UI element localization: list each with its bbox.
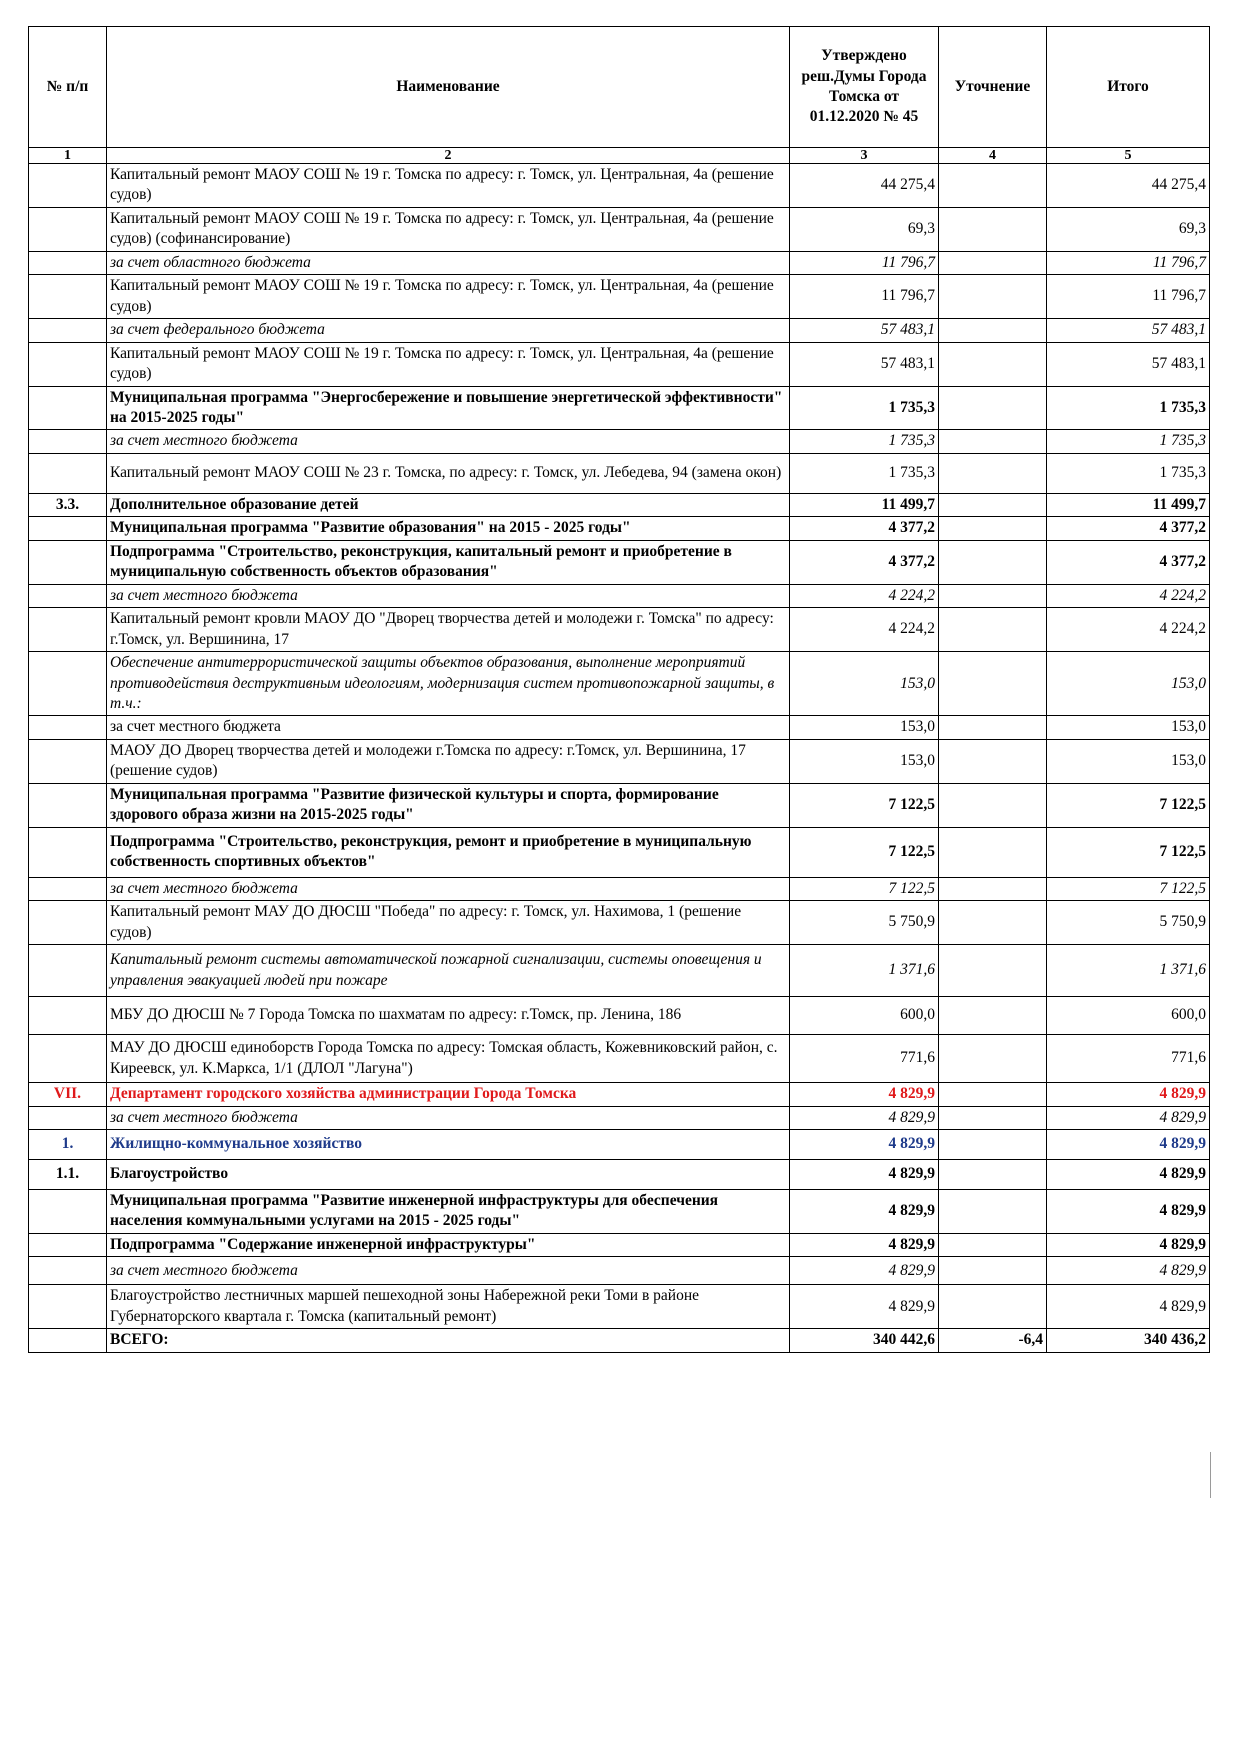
row-approved: 11 796,7 <box>790 251 939 274</box>
row-approved: 4 829,9 <box>790 1129 939 1159</box>
row-name: МБУ ДО ДЮСШ № 7 Города Томска по шахматам по адресу: г.Томск, пр. Ленина, 186 <box>107 997 790 1035</box>
row-name: за счет местного бюджета <box>107 430 790 453</box>
row-total: 153,0 <box>1047 716 1210 739</box>
table-row <box>29 1106 1210 1129</box>
row-approved: 57 483,1 <box>790 319 939 342</box>
row-adjustment <box>939 275 1047 319</box>
header-name: Наименование <box>107 27 790 148</box>
row-number: 3.3. <box>29 493 107 516</box>
row-adjustment <box>939 342 1047 386</box>
row-adjustment <box>939 945 1047 997</box>
table-body <box>29 164 1210 1353</box>
row-total: 153,0 <box>1047 652 1210 716</box>
row-total: 1 371,6 <box>1047 945 1210 997</box>
row-approved: 57 483,1 <box>790 342 939 386</box>
row-name: за счет местного бюджета <box>107 584 790 607</box>
table-row <box>29 584 1210 607</box>
row-adjustment: -6,4 <box>939 1329 1047 1352</box>
row-number <box>29 877 107 900</box>
table-row <box>29 517 1210 540</box>
row-approved: 4 829,9 <box>790 1159 939 1189</box>
row-approved: 4 224,2 <box>790 608 939 652</box>
row-name: Капитальный ремонт МАОУ СОШ № 19 г. Томска по адресу: г. Томск, ул. Центральная, 4а (решение судов) (софинансирование) <box>107 207 790 251</box>
row-total: 4 829,9 <box>1047 1233 1210 1256</box>
row-approved: 11 796,7 <box>790 275 939 319</box>
row-approved: 7 122,5 <box>790 783 939 827</box>
table-row <box>29 945 1210 997</box>
row-total: 4 829,9 <box>1047 1106 1210 1129</box>
row-name: Подпрограмма "Строительство, реконструкция, капитальный ремонт и приобретение в муниципальную собственность объектов образования" <box>107 540 790 584</box>
table-row <box>29 608 1210 652</box>
row-name: Дополнительное образование детей <box>107 493 790 516</box>
row-number <box>29 164 107 208</box>
row-name: Капитальный ремонт МАОУ СОШ № 19 г. Томска по адресу: г. Томск, ул. Центральная, 4а (решение судов) <box>107 342 790 386</box>
row-approved: 69,3 <box>790 207 939 251</box>
row-number <box>29 1257 107 1285</box>
row-approved: 1 735,3 <box>790 453 939 493</box>
table-row <box>29 1083 1210 1106</box>
row-name: Капитальный ремонт МАУ ДО ДЮСШ "Победа" по адресу: г. Томск, ул. Нахимова, 1 (решение судов) <box>107 901 790 945</box>
row-approved: 4 829,9 <box>790 1233 939 1256</box>
row-approved: 4 224,2 <box>790 584 939 607</box>
row-number <box>29 1106 107 1129</box>
row-adjustment <box>939 1189 1047 1233</box>
row-number <box>29 319 107 342</box>
table-row <box>29 739 1210 783</box>
table-row <box>29 453 1210 493</box>
row-number <box>29 342 107 386</box>
table-row <box>29 877 1210 900</box>
row-adjustment <box>939 997 1047 1035</box>
row-name: Капитальный ремонт системы автоматической пожарной сигнализации, системы оповещения и управления эвакуацией людей при пожаре <box>107 945 790 997</box>
column-index: 4 <box>939 148 1047 164</box>
row-number <box>29 275 107 319</box>
row-approved: 4 829,9 <box>790 1106 939 1129</box>
budget-table <box>28 26 1210 1353</box>
row-name: Муниципальная программа "Энергосбережение и повышение энергетической эффективности" на 2015-2025 годы" <box>107 386 790 430</box>
row-approved: 4 377,2 <box>790 517 939 540</box>
row-adjustment <box>939 430 1047 453</box>
table-row <box>29 342 1210 386</box>
row-number: 1. <box>29 1129 107 1159</box>
row-name: Благоустройство <box>107 1159 790 1189</box>
row-adjustment <box>939 1257 1047 1285</box>
table-row <box>29 493 1210 516</box>
row-number <box>29 453 107 493</box>
row-total: 4 829,9 <box>1047 1257 1210 1285</box>
row-name: Благоустройство лестничных маршей пешеходной зоны Набережной реки Томи в районе Губернаторского квартала г. Томска (капитальный ремонт) <box>107 1285 790 1329</box>
table-row <box>29 1129 1210 1159</box>
row-number <box>29 652 107 716</box>
row-total: 1 735,3 <box>1047 386 1210 430</box>
row-number <box>29 901 107 945</box>
row-total: 4 377,2 <box>1047 540 1210 584</box>
row-adjustment <box>939 827 1047 877</box>
table-row <box>29 1159 1210 1189</box>
row-number <box>29 716 107 739</box>
table-row <box>29 430 1210 453</box>
row-adjustment <box>939 207 1047 251</box>
row-adjustment <box>939 386 1047 430</box>
row-adjustment <box>939 1106 1047 1129</box>
table-row <box>29 1285 1210 1329</box>
row-name: за счет областного бюджета <box>107 251 790 274</box>
row-approved: 340 442,6 <box>790 1329 939 1352</box>
row-adjustment <box>939 319 1047 342</box>
table-row <box>29 827 1210 877</box>
row-adjustment <box>939 493 1047 516</box>
row-adjustment <box>939 739 1047 783</box>
row-total: 1 735,3 <box>1047 453 1210 493</box>
row-name: Подпрограмма "Содержание инженерной инфраструктуры" <box>107 1233 790 1256</box>
table-row <box>29 275 1210 319</box>
row-total: 4 829,9 <box>1047 1189 1210 1233</box>
row-adjustment <box>939 652 1047 716</box>
row-number <box>29 1035 107 1083</box>
row-name: Капитальный ремонт МАОУ СОШ № 23 г. Томска, по адресу: г. Томск, ул. Лебедева, 94 (замена окон) <box>107 453 790 493</box>
row-number <box>29 430 107 453</box>
row-total: 4 829,9 <box>1047 1129 1210 1159</box>
row-approved: 4 377,2 <box>790 540 939 584</box>
row-number <box>29 1329 107 1352</box>
row-approved: 1 735,3 <box>790 430 939 453</box>
row-total: 600,0 <box>1047 997 1210 1035</box>
row-adjustment <box>939 584 1047 607</box>
row-approved: 1 371,6 <box>790 945 939 997</box>
row-adjustment <box>939 1233 1047 1256</box>
row-number <box>29 945 107 997</box>
row-total: 44 275,4 <box>1047 164 1210 208</box>
column-index: 3 <box>790 148 939 164</box>
row-name: Капитальный ремонт МАОУ СОШ № 19 г. Томска по адресу: г. Томск, ул. Центральная, 4а (решение судов) <box>107 275 790 319</box>
row-approved: 5 750,9 <box>790 901 939 945</box>
row-number: VII. <box>29 1083 107 1106</box>
row-adjustment <box>939 716 1047 739</box>
row-name: Муниципальная программа "Развитие инженерной инфраструктуры для обеспечения населения коммунальными услугами на 2015 - 2025 годы" <box>107 1189 790 1233</box>
row-number <box>29 608 107 652</box>
row-approved: 7 122,5 <box>790 877 939 900</box>
table-row <box>29 783 1210 827</box>
table-row <box>29 901 1210 945</box>
row-approved: 153,0 <box>790 716 939 739</box>
row-approved: 44 275,4 <box>790 164 939 208</box>
row-name: за счет федерального бюджета <box>107 319 790 342</box>
table-row <box>29 251 1210 274</box>
row-total: 57 483,1 <box>1047 319 1210 342</box>
row-total: 11 499,7 <box>1047 493 1210 516</box>
row-total: 11 796,7 <box>1047 275 1210 319</box>
row-total: 771,6 <box>1047 1035 1210 1083</box>
row-total: 4 829,9 <box>1047 1285 1210 1329</box>
table-row <box>29 207 1210 251</box>
row-approved: 771,6 <box>790 1035 939 1083</box>
table-row <box>29 540 1210 584</box>
row-total: 5 750,9 <box>1047 901 1210 945</box>
row-name: Муниципальная программа "Развитие физической культуры и спорта, формирование здорового образа жизни на 2015-2025 годы" <box>107 783 790 827</box>
row-total: 57 483,1 <box>1047 342 1210 386</box>
row-adjustment <box>939 164 1047 208</box>
row-approved: 4 829,9 <box>790 1285 939 1329</box>
row-approved: 153,0 <box>790 739 939 783</box>
row-total: 4 224,2 <box>1047 608 1210 652</box>
row-approved: 4 829,9 <box>790 1189 939 1233</box>
row-number <box>29 1285 107 1329</box>
row-adjustment <box>939 517 1047 540</box>
row-number <box>29 739 107 783</box>
row-number <box>29 1189 107 1233</box>
table-row <box>29 652 1210 716</box>
row-number <box>29 386 107 430</box>
row-name: МАУ ДО ДЮСШ единоборств Города Томска по адресу: Томская область, Кожевниковский район, с. Киреевск, ул. К.Маркса, 1/1 (ДЛОЛ "Лагуна") <box>107 1035 790 1083</box>
row-name: за счет местного бюджета <box>107 1257 790 1285</box>
table-header-row <box>29 27 1210 148</box>
row-name: Капитальный ремонт кровли МАОУ ДО "Дворец творчества детей и молодежи г. Томска" по адресу: г.Томск, ул. Вершинина, 17 <box>107 608 790 652</box>
row-adjustment <box>939 251 1047 274</box>
row-number <box>29 251 107 274</box>
row-adjustment <box>939 877 1047 900</box>
row-name: Жилищно-коммунальное хозяйство <box>107 1129 790 1159</box>
margin-line <box>1210 1452 1211 1498</box>
table-row <box>29 1189 1210 1233</box>
table-row <box>29 164 1210 208</box>
table-row <box>29 386 1210 430</box>
table-row <box>29 319 1210 342</box>
column-index: 1 <box>29 148 107 164</box>
row-name: за счет местного бюджета <box>107 877 790 900</box>
row-number <box>29 783 107 827</box>
table-row <box>29 1233 1210 1256</box>
table-row <box>29 1035 1210 1083</box>
row-adjustment <box>939 783 1047 827</box>
row-adjustment <box>939 1159 1047 1189</box>
row-approved: 4 829,9 <box>790 1257 939 1285</box>
row-total: 4 224,2 <box>1047 584 1210 607</box>
row-adjustment <box>939 1035 1047 1083</box>
row-total: 69,3 <box>1047 207 1210 251</box>
row-approved: 7 122,5 <box>790 827 939 877</box>
row-total: 11 796,7 <box>1047 251 1210 274</box>
row-adjustment <box>939 901 1047 945</box>
row-approved: 1 735,3 <box>790 386 939 430</box>
row-approved: 4 829,9 <box>790 1083 939 1106</box>
row-name: за счет местного бюджета <box>107 1106 790 1129</box>
header-total: Итого <box>1047 27 1210 148</box>
row-total: 340 436,2 <box>1047 1329 1210 1352</box>
row-number <box>29 997 107 1035</box>
row-adjustment <box>939 1129 1047 1159</box>
row-total: 4 829,9 <box>1047 1159 1210 1189</box>
table-row <box>29 716 1210 739</box>
column-index: 2 <box>107 148 790 164</box>
row-total: 4 829,9 <box>1047 1083 1210 1106</box>
row-total: 7 122,5 <box>1047 827 1210 877</box>
row-name: Муниципальная программа "Развитие образования" на 2015 - 2025 годы" <box>107 517 790 540</box>
row-adjustment <box>939 608 1047 652</box>
row-adjustment <box>939 1083 1047 1106</box>
row-number <box>29 540 107 584</box>
row-name: МАОУ ДО Дворец творчества детей и молодежи г.Томска по адресу: г.Томск, ул. Вершинина, 17 (решение судов) <box>107 739 790 783</box>
row-name: за счет местного бюджета <box>107 716 790 739</box>
row-name: ВСЕГО: <box>107 1329 790 1352</box>
row-total: 7 122,5 <box>1047 877 1210 900</box>
row-approved: 600,0 <box>790 997 939 1035</box>
row-number: 1.1. <box>29 1159 107 1189</box>
row-adjustment <box>939 453 1047 493</box>
header-approved: Утверждено реш.Думы Города Томска от 01.12.2020 № 45 <box>790 27 939 148</box>
row-approved: 11 499,7 <box>790 493 939 516</box>
row-total: 1 735,3 <box>1047 430 1210 453</box>
column-index: 5 <box>1047 148 1210 164</box>
row-total: 7 122,5 <box>1047 783 1210 827</box>
row-name: Департамент городского хозяйства администрации Города Томска <box>107 1083 790 1106</box>
header-adjustment: Уточнение <box>939 27 1047 148</box>
table-row <box>29 997 1210 1035</box>
row-number <box>29 584 107 607</box>
row-adjustment <box>939 540 1047 584</box>
row-name: Обеспечение антитеррористической защиты объектов образования, выполнение мероприятий противодействия деструктивным идеологиям, модернизация систем противопожарной защиты, в т.ч.: <box>107 652 790 716</box>
row-total: 4 377,2 <box>1047 517 1210 540</box>
table-row <box>29 1257 1210 1285</box>
row-number <box>29 1233 107 1256</box>
header-number: № п/п <box>29 27 107 148</box>
row-number <box>29 207 107 251</box>
row-number <box>29 517 107 540</box>
row-total: 153,0 <box>1047 739 1210 783</box>
row-name: Капитальный ремонт МАОУ СОШ № 19 г. Томска по адресу: г. Томск, ул. Центральная, 4а (решение судов) <box>107 164 790 208</box>
table-row <box>29 1329 1210 1352</box>
row-name: Подпрограмма "Строительство, реконструкция, ремонт и приобретение в муниципальную собственность спортивных объектов" <box>107 827 790 877</box>
column-number-row <box>29 148 1210 164</box>
row-adjustment <box>939 1285 1047 1329</box>
row-number <box>29 827 107 877</box>
row-approved: 153,0 <box>790 652 939 716</box>
